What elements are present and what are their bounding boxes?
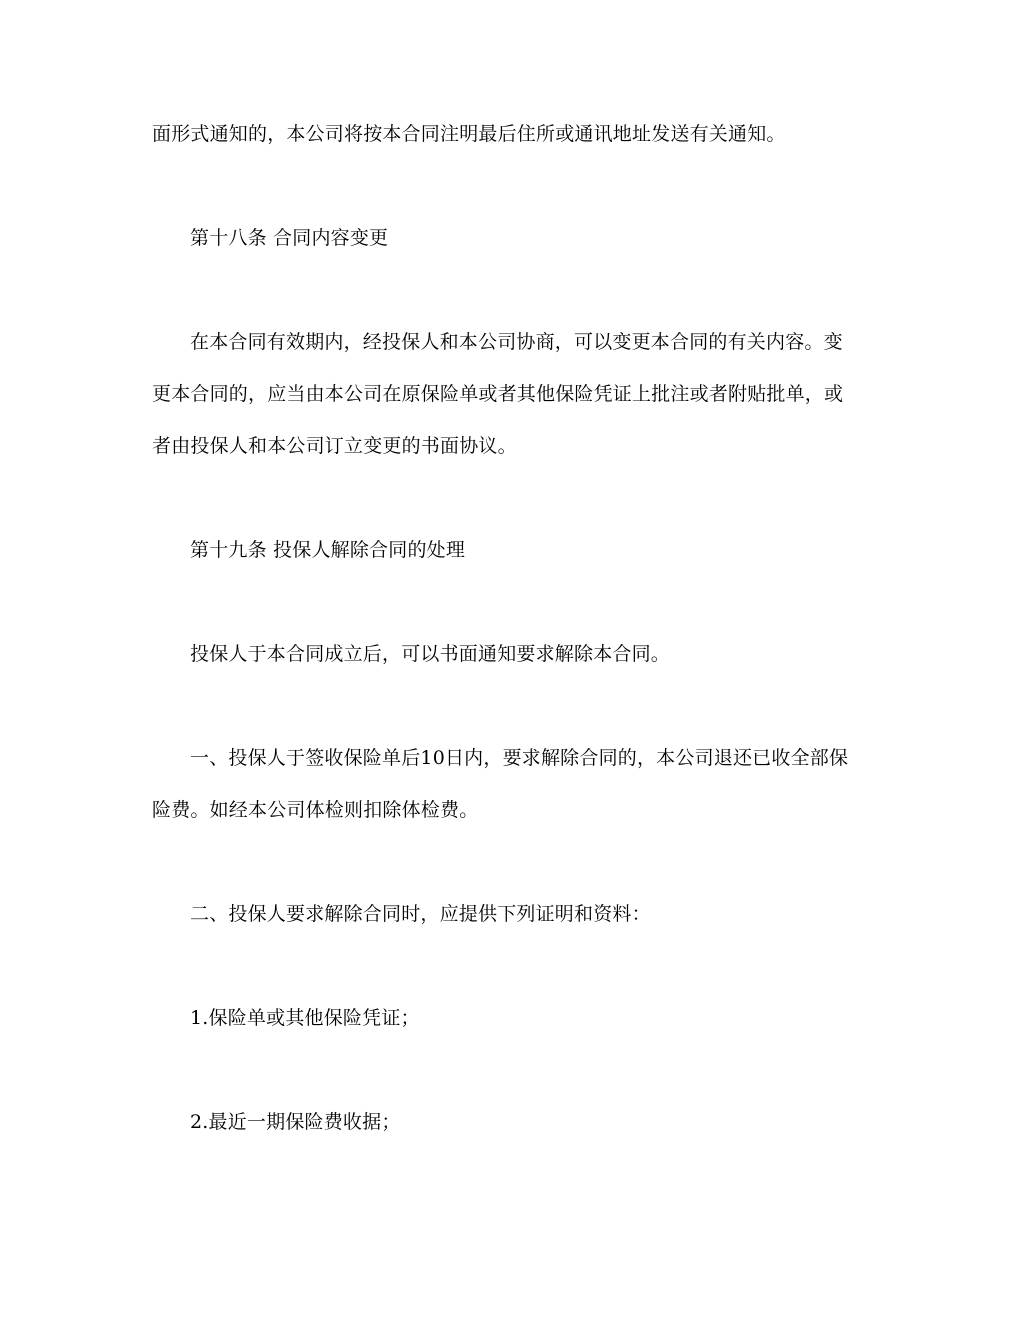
article-18-paragraph-line-1: 在本合同有效期内，经投保人和本公司协商，可以变更本合同的有关内容。变	[190, 331, 843, 353]
article-18-paragraph-line-2: 更本合同的，应当由本公司在原保险单或者其他保险凭证上批注或者附贴批单，或	[152, 383, 844, 405]
article-18-heading: 第十八条 合同内容变更	[190, 227, 389, 249]
article-18-paragraph-line-3: 者由投保人和本公司订立变更的书面协议。	[152, 435, 517, 457]
paragraph-line-continuation: 面形式通知的，本公司将按本合同注明最后住所或通讯地址发送有关通知。	[152, 123, 786, 145]
list-item-1: 1.保险单或其他保险凭证；	[190, 1007, 420, 1029]
article-19-item-1-line-1: 一、投保人于签收保险单后10日内，要求解除合同的，本公司退还已收全部保	[190, 747, 849, 769]
article-19-item-2: 二、投保人要求解除合同时，应提供下列证明和资料：	[190, 903, 651, 925]
list-item-2: 2.最近一期保险费收据；	[190, 1111, 401, 1133]
article-19-intro: 投保人于本合同成立后，可以书面通知要求解除本合同。	[190, 643, 671, 665]
article-19-item-1-line-2: 险费。如经本公司体检则扣除体检费。	[152, 799, 479, 821]
article-19-heading: 第十九条 投保人解除合同的处理	[190, 539, 466, 561]
